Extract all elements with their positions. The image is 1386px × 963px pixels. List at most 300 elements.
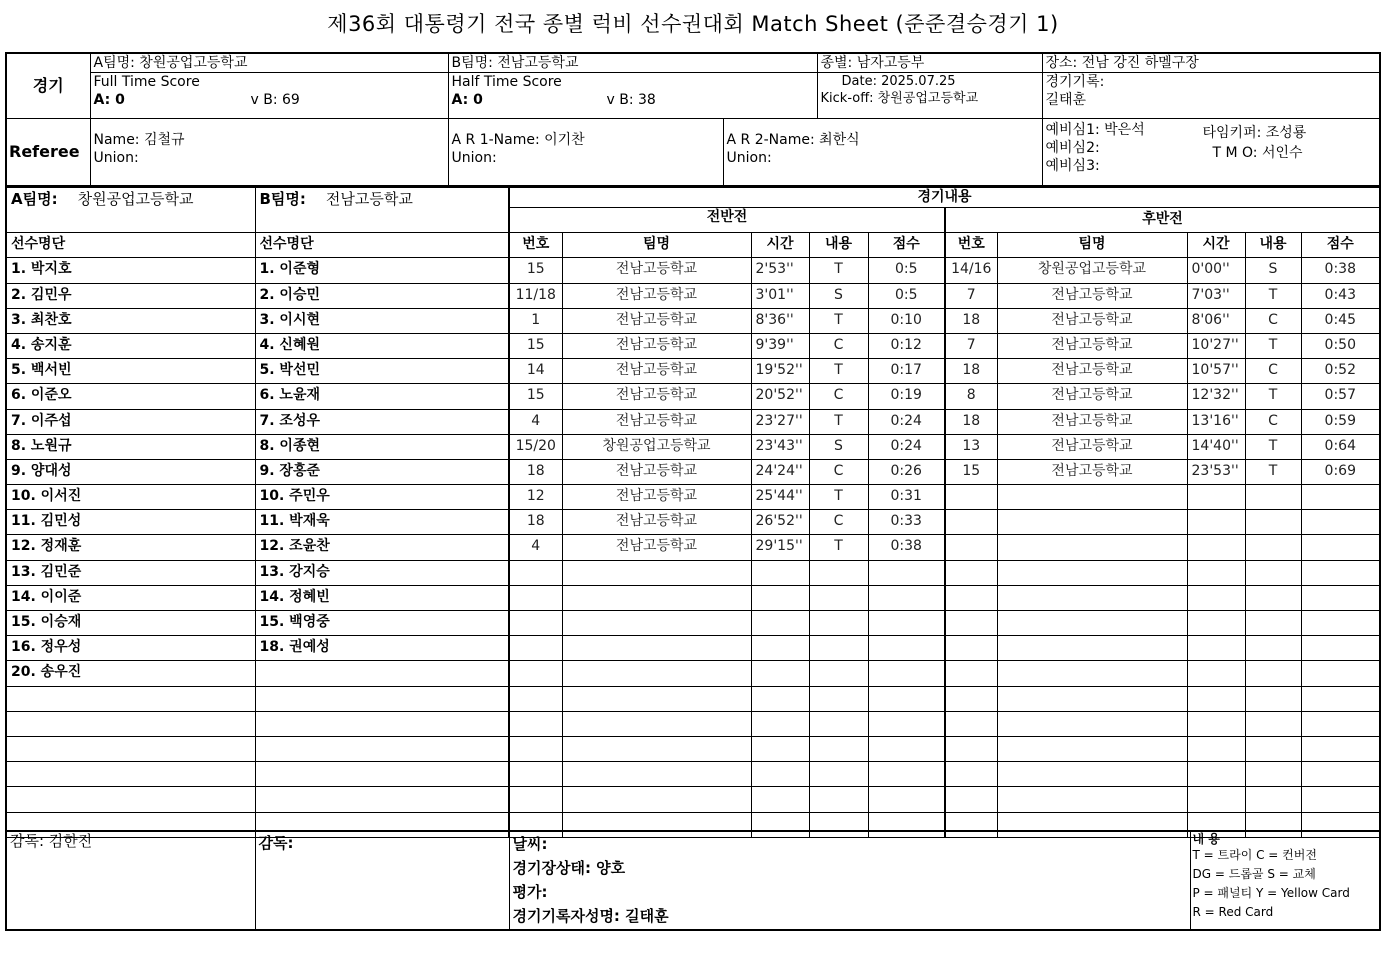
event-cell xyxy=(1187,560,1245,585)
match-date: Date: 2025.07.25 xyxy=(841,74,956,89)
ar1-union: Union: xyxy=(451,149,497,166)
ar1-name: A R 1-Name: 이기찬 xyxy=(451,131,585,148)
referee-label: Referee xyxy=(6,118,90,186)
event-cell: C xyxy=(809,333,868,358)
event-cell xyxy=(868,636,945,661)
event-cell: T xyxy=(1245,459,1301,484)
match-content-label: 경기내용 xyxy=(509,188,1380,208)
team-a-player: 8. 노원규 xyxy=(6,434,255,459)
event-cell xyxy=(997,661,1187,686)
event-cell: 8'36'' xyxy=(751,308,809,333)
event-cell xyxy=(1245,762,1301,787)
event-cell: S xyxy=(809,434,868,459)
legend-line-2: DG = 드롭골 S = 교체 xyxy=(1192,867,1316,881)
event-cell: 0:31 xyxy=(868,485,945,510)
ar2-union: Union: xyxy=(726,149,772,166)
event-cell: 15 xyxy=(509,384,562,409)
event-cell: 전남고등학교 xyxy=(997,459,1187,484)
column-header: 점수 xyxy=(868,233,945,258)
event-cell xyxy=(1245,686,1301,711)
team-b-name: B팀명: 전남고등학교 xyxy=(449,54,817,73)
column-header: 시간 xyxy=(751,233,809,258)
event-cell: 창원공업고등학교 xyxy=(562,434,751,459)
referee-union: Union: xyxy=(93,149,139,166)
event-cell: 0:24 xyxy=(868,409,945,434)
event-cell: 전남고등학교 xyxy=(997,283,1187,308)
event-cell: 23'53'' xyxy=(1187,459,1245,484)
team-b-player: 18. 권예성 xyxy=(255,636,509,661)
event-cell xyxy=(997,510,1187,535)
event-cell: 9'39'' xyxy=(751,333,809,358)
event-cell xyxy=(997,585,1187,610)
event-cell: 전남고등학교 xyxy=(562,283,751,308)
half-time-b: v B: 38 xyxy=(606,92,656,108)
team-b-player xyxy=(255,711,509,736)
coach-a: 감독: 김한진 xyxy=(6,831,255,930)
event-cell xyxy=(1301,636,1380,661)
event-cell xyxy=(1245,485,1301,510)
event-cell: 전남고등학교 xyxy=(997,333,1187,358)
team-a-player: 10. 이서진 xyxy=(6,485,255,510)
category: 종별: 남자고등부 xyxy=(818,54,1042,73)
table-row xyxy=(6,308,1380,333)
table-row xyxy=(6,686,1380,711)
team-a-player xyxy=(6,686,255,711)
event-cell xyxy=(997,485,1187,510)
event-cell xyxy=(562,762,751,787)
legend-line-1: T = 트라이 C = 컨버전 xyxy=(1192,848,1317,862)
event-cell xyxy=(1187,736,1245,761)
team-a-player: 9. 양대성 xyxy=(6,459,255,484)
field-condition: 경기장상태: 양호 xyxy=(512,859,626,877)
event-cell: T xyxy=(809,308,868,333)
team-b-player: 9. 장홍준 xyxy=(255,459,509,484)
full-time-label: Full Time Score xyxy=(93,74,200,90)
event-cell xyxy=(1301,510,1380,535)
team-a-player: 4. 송지훈 xyxy=(6,333,255,358)
legend-title: 내 용 xyxy=(1192,832,1220,846)
event-cell: T xyxy=(809,535,868,560)
event-cell xyxy=(1187,585,1245,610)
event-cell: 15 xyxy=(509,258,562,283)
second-half-label: 후반전 xyxy=(945,208,1380,233)
event-cell xyxy=(1245,661,1301,686)
team-b-header-name: 전남고등학교 xyxy=(325,190,413,208)
event-cell xyxy=(809,686,868,711)
event-cell: 전남고등학교 xyxy=(562,535,751,560)
event-cell xyxy=(945,485,997,510)
event-cell: 0:33 xyxy=(868,510,945,535)
first-half-label: 전반전 xyxy=(509,208,945,233)
table-row xyxy=(6,359,1380,384)
recorder-sign: 경기기록자성명: 길태훈 xyxy=(512,907,669,925)
game-label: 경기 xyxy=(6,53,90,118)
event-cell: 전남고등학교 xyxy=(562,510,751,535)
table-row xyxy=(6,762,1380,787)
coach-b: 감독: xyxy=(255,831,509,930)
team-b-player: 15. 백영중 xyxy=(255,611,509,636)
column-header: 내용 xyxy=(809,233,868,258)
team-b-player: 12. 조윤찬 xyxy=(255,535,509,560)
recorder-name: 길태훈 xyxy=(1045,92,1087,108)
event-cell: 4 xyxy=(509,409,562,434)
reserve-3: 예비심3: xyxy=(1045,157,1100,174)
event-cell xyxy=(751,560,809,585)
full-time-a: A: 0 xyxy=(93,92,125,108)
team-b-header-label: B팀명: xyxy=(259,190,306,208)
event-cell xyxy=(945,636,997,661)
event-cell xyxy=(945,510,997,535)
event-cell: 1 xyxy=(509,308,562,333)
column-header: 번호 xyxy=(945,233,997,258)
event-cell xyxy=(751,787,809,812)
event-cell xyxy=(562,736,751,761)
team-a-player: 2. 김민우 xyxy=(6,283,255,308)
event-cell xyxy=(509,560,562,585)
event-cell xyxy=(868,736,945,761)
event-cell xyxy=(809,787,868,812)
event-cell xyxy=(945,787,997,812)
reserve-1: 예비심1: 박은석 xyxy=(1045,121,1145,138)
event-cell: 19'52'' xyxy=(751,359,809,384)
event-cell xyxy=(1245,585,1301,610)
event-cell xyxy=(868,585,945,610)
event-cell: T xyxy=(809,485,868,510)
event-cell xyxy=(1301,560,1380,585)
event-cell xyxy=(945,661,997,686)
team-a-header-label: A팀명: xyxy=(11,190,58,208)
event-cell xyxy=(809,585,868,610)
event-cell xyxy=(1187,510,1245,535)
event-cell: 10'57'' xyxy=(1187,359,1245,384)
event-cell xyxy=(1245,510,1301,535)
event-cell: 0:17 xyxy=(868,359,945,384)
half-time-label: Half Time Score xyxy=(451,74,562,90)
event-cell: 0:38 xyxy=(1301,258,1380,283)
team-a-player: 16. 정우성 xyxy=(6,636,255,661)
event-cell xyxy=(562,611,751,636)
table-row xyxy=(6,535,1380,560)
event-cell xyxy=(751,736,809,761)
event-cell xyxy=(1245,535,1301,560)
event-cell: 0:12 xyxy=(868,333,945,358)
team-a-player xyxy=(6,762,255,787)
team-b-player xyxy=(255,661,509,686)
event-cell: 12'32'' xyxy=(1187,384,1245,409)
event-cell xyxy=(751,611,809,636)
evaluation: 평가: xyxy=(512,883,548,901)
team-b-player: 4. 신혜원 xyxy=(255,333,509,358)
event-cell xyxy=(509,787,562,812)
event-cell: 13 xyxy=(945,434,997,459)
venue-cell xyxy=(1042,53,1380,118)
team-b-header xyxy=(255,188,509,233)
team-a-player xyxy=(6,787,255,812)
event-cell xyxy=(945,535,997,560)
event-cell xyxy=(868,787,945,812)
table-row xyxy=(6,409,1380,434)
event-cell: T xyxy=(809,409,868,434)
event-cell: 0:43 xyxy=(1301,283,1380,308)
players-label-a: 선수명단 xyxy=(6,233,255,258)
event-cell xyxy=(509,636,562,661)
event-cell: 0:69 xyxy=(1301,459,1380,484)
event-cell: 14'40'' xyxy=(1187,434,1245,459)
event-cell: C xyxy=(809,459,868,484)
event-cell: 전남고등학교 xyxy=(997,409,1187,434)
event-cell: 11/18 xyxy=(509,283,562,308)
table-row xyxy=(6,787,1380,812)
event-cell: C xyxy=(809,510,868,535)
event-cell: 18 xyxy=(509,510,562,535)
event-cell xyxy=(562,686,751,711)
event-cell: 7 xyxy=(945,283,997,308)
event-cell xyxy=(1301,686,1380,711)
event-cell xyxy=(562,661,751,686)
event-cell: C xyxy=(809,384,868,409)
team-a-cell xyxy=(90,53,448,118)
footer xyxy=(5,830,1381,931)
event-cell: 25'44'' xyxy=(751,485,809,510)
reserve-cell xyxy=(1042,118,1380,186)
team-a-player: 13. 김민준 xyxy=(6,560,255,585)
event-cell: 4 xyxy=(509,535,562,560)
referee-name: Name: 김철규 xyxy=(93,131,185,148)
match-events-table xyxy=(5,187,1381,838)
event-cell: 전남고등학교 xyxy=(562,359,751,384)
event-cell xyxy=(751,585,809,610)
event-cell xyxy=(1301,661,1380,686)
event-cell xyxy=(509,762,562,787)
event-cell xyxy=(751,711,809,736)
team-b-player: 10. 주민우 xyxy=(255,485,509,510)
event-cell xyxy=(509,736,562,761)
event-cell xyxy=(809,636,868,661)
team-b-player xyxy=(255,736,509,761)
table-row xyxy=(6,585,1380,610)
half-time-a: A: 0 xyxy=(451,92,483,108)
event-cell xyxy=(997,711,1187,736)
event-cell xyxy=(1187,787,1245,812)
referee-cell xyxy=(90,118,448,186)
event-cell: 18 xyxy=(509,459,562,484)
table-row xyxy=(6,636,1380,661)
team-a-player: 1. 박지호 xyxy=(6,258,255,283)
event-cell xyxy=(562,636,751,661)
event-cell xyxy=(509,661,562,686)
event-cell xyxy=(945,736,997,761)
event-cell xyxy=(945,611,997,636)
event-cell: T xyxy=(1245,384,1301,409)
event-cell xyxy=(868,661,945,686)
column-header: 팀명 xyxy=(997,233,1187,258)
event-cell: 3'01'' xyxy=(751,283,809,308)
venue: 장소: 전남 강진 하멜구장 xyxy=(1043,54,1380,73)
event-cell xyxy=(809,611,868,636)
event-cell: 0:50 xyxy=(1301,333,1380,358)
legend xyxy=(1190,831,1380,930)
event-cell: 7 xyxy=(945,333,997,358)
weather: 날씨: xyxy=(512,835,548,853)
tmo: T M O: 서인수 xyxy=(1212,144,1303,161)
team-b-player: 2. 이승민 xyxy=(255,283,509,308)
event-cell: 23'27'' xyxy=(751,409,809,434)
full-time-b: v B: 69 xyxy=(250,92,300,108)
event-cell xyxy=(1301,711,1380,736)
event-cell xyxy=(868,711,945,736)
event-cell: T xyxy=(809,359,868,384)
event-cell xyxy=(1301,787,1380,812)
event-cell xyxy=(751,636,809,661)
event-cell xyxy=(1245,611,1301,636)
event-cell xyxy=(509,585,562,610)
event-cell xyxy=(1245,736,1301,761)
event-cell: 7'03'' xyxy=(1187,283,1245,308)
event-cell: 29'15'' xyxy=(751,535,809,560)
team-b-player: 14. 정혜빈 xyxy=(255,585,509,610)
table-row xyxy=(6,434,1380,459)
event-cell: 0:5 xyxy=(868,258,945,283)
match-header xyxy=(5,52,1381,187)
category-cell xyxy=(817,53,1042,118)
column-header: 팀명 xyxy=(562,233,751,258)
legend-line-3: P = 패널티 Y = Yellow Card xyxy=(1192,886,1350,900)
conditions-cell xyxy=(509,831,1190,930)
event-cell xyxy=(1301,611,1380,636)
table-row xyxy=(6,510,1380,535)
event-cell xyxy=(997,636,1187,661)
event-cell xyxy=(997,686,1187,711)
event-cell: 0:57 xyxy=(1301,384,1380,409)
event-cell: 18 xyxy=(945,409,997,434)
event-cell xyxy=(945,686,997,711)
event-cell xyxy=(1245,636,1301,661)
event-cell xyxy=(1301,485,1380,510)
event-cell: 0:19 xyxy=(868,384,945,409)
table-row xyxy=(6,485,1380,510)
event-cell: 0:26 xyxy=(868,459,945,484)
event-cell: 전남고등학교 xyxy=(562,308,751,333)
event-cell xyxy=(997,560,1187,585)
table-row xyxy=(6,333,1380,358)
team-b-player: 8. 이종현 xyxy=(255,434,509,459)
event-cell: C xyxy=(1245,409,1301,434)
column-header: 내용 xyxy=(1245,233,1301,258)
event-cell xyxy=(562,787,751,812)
table-row xyxy=(6,661,1380,686)
team-b-player: 3. 이시현 xyxy=(255,308,509,333)
event-cell xyxy=(809,762,868,787)
page-title: 제36회 대통령기 전국 종별 럭비 선수권대회 Match Sheet (준준결승경기 1) xyxy=(327,12,1059,36)
event-cell xyxy=(809,661,868,686)
event-cell xyxy=(868,762,945,787)
event-cell: C xyxy=(1245,308,1301,333)
event-cell: 18 xyxy=(945,359,997,384)
event-cell xyxy=(562,711,751,736)
team-b-player: 1. 이준형 xyxy=(255,258,509,283)
event-cell xyxy=(1187,661,1245,686)
event-cell xyxy=(1245,787,1301,812)
event-cell: T xyxy=(1245,434,1301,459)
team-a-player: 12. 정재훈 xyxy=(6,535,255,560)
event-cell xyxy=(1187,535,1245,560)
event-cell xyxy=(509,611,562,636)
event-cell xyxy=(997,762,1187,787)
event-cell xyxy=(1301,585,1380,610)
table-row xyxy=(6,560,1380,585)
team-b-player xyxy=(255,787,509,812)
event-cell xyxy=(1187,611,1245,636)
event-cell: 14/16 xyxy=(945,258,997,283)
event-cell: T xyxy=(1245,283,1301,308)
team-a-player: 5. 백서빈 xyxy=(6,359,255,384)
event-cell: 15/20 xyxy=(509,434,562,459)
table-row xyxy=(6,736,1380,761)
table-row xyxy=(6,384,1380,409)
event-cell xyxy=(945,762,997,787)
event-cell xyxy=(945,711,997,736)
event-cell xyxy=(809,560,868,585)
event-cell: 26'52'' xyxy=(751,510,809,535)
event-cell xyxy=(868,560,945,585)
event-cell xyxy=(562,585,751,610)
event-cell xyxy=(868,611,945,636)
event-cell xyxy=(1187,686,1245,711)
event-cell: 8'06'' xyxy=(1187,308,1245,333)
event-cell: C xyxy=(1245,359,1301,384)
event-cell: T xyxy=(809,258,868,283)
event-cell: 0:24 xyxy=(868,434,945,459)
team-b-player: 5. 박선민 xyxy=(255,359,509,384)
event-cell xyxy=(1187,636,1245,661)
event-cell xyxy=(509,686,562,711)
kickoff: Kick-off: 창원공업고등학교 xyxy=(820,91,979,106)
event-cell xyxy=(751,661,809,686)
event-cell: 전남고등학교 xyxy=(562,333,751,358)
event-cell: 창원공업고등학교 xyxy=(997,258,1187,283)
event-cell xyxy=(945,585,997,610)
table-row xyxy=(6,611,1380,636)
event-cell: 0:38 xyxy=(868,535,945,560)
event-cell: S xyxy=(1245,258,1301,283)
team-a-player: 14. 이이준 xyxy=(6,585,255,610)
event-cell xyxy=(997,736,1187,761)
event-cell xyxy=(751,686,809,711)
table-row xyxy=(6,258,1380,283)
event-cell: 23'43'' xyxy=(751,434,809,459)
ar2-cell xyxy=(723,118,1042,186)
event-cell xyxy=(1301,762,1380,787)
recorder-label: 경기기록: xyxy=(1045,74,1105,90)
event-cell: 전남고등학교 xyxy=(562,384,751,409)
event-cell: 20'52'' xyxy=(751,384,809,409)
team-a-player: 15. 이승재 xyxy=(6,611,255,636)
team-b-player xyxy=(255,762,509,787)
event-cell: 12 xyxy=(509,485,562,510)
team-a-player: 6. 이준오 xyxy=(6,384,255,409)
event-cell: 전남고등학교 xyxy=(562,485,751,510)
event-cell: 8 xyxy=(945,384,997,409)
event-cell: 18 xyxy=(945,308,997,333)
team-a-name: A팀명: 창원공업고등학교 xyxy=(91,54,448,73)
event-cell xyxy=(1245,711,1301,736)
team-a-player xyxy=(6,711,255,736)
event-cell: 0:5 xyxy=(868,283,945,308)
event-cell: 15 xyxy=(945,459,997,484)
event-cell: 15 xyxy=(509,333,562,358)
event-cell xyxy=(751,762,809,787)
event-cell: 10'27'' xyxy=(1187,333,1245,358)
